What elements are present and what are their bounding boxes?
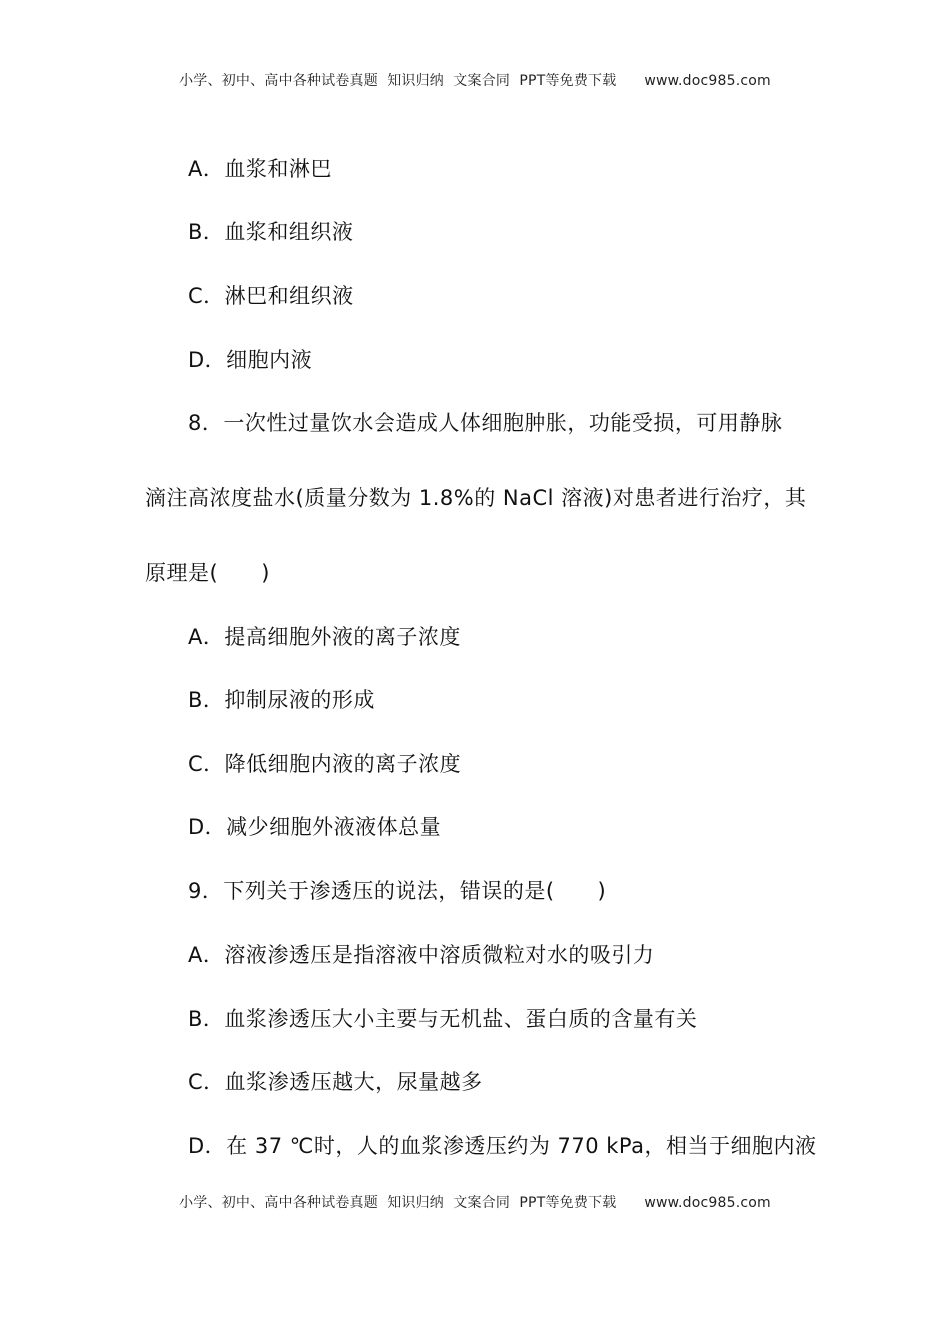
q8-option-d: D．减少细胞外液液体总量 [188, 815, 442, 839]
q9-option-c: C．血浆渗透压越大，尿量越多 [188, 1070, 483, 1094]
q8-stem-line-1: 8．一次性过量饮水会造成人体细胞肿胀，功能受损，可用静脉 [188, 411, 783, 435]
q7-option-b: B．血浆和组织液 [188, 220, 354, 244]
q9-option-a: A．溶液渗透压是指溶液中溶质微粒对水的吸引力 [188, 943, 655, 967]
q8-option-c: C．降低细胞内液的离子浓度 [188, 752, 462, 776]
q8-stem-line-2: 滴注高浓度盐水(质量分数为 1.8%的 NaCl 溶液)对患者进行治疗，其 [145, 486, 807, 510]
q8-stem-line-3: 原理是( ) [145, 561, 270, 585]
q8-option-b: B．抑制尿液的形成 [188, 688, 375, 712]
q7-option-c: C．淋巴和组织液 [188, 284, 354, 308]
q7-option-d: D．细胞内液 [188, 348, 313, 372]
q9-option-b: B．血浆渗透压大小主要与无机盐、蛋白质的含量有关 [188, 1007, 698, 1031]
q9-option-d: D．在 37 ℃时，人的血浆渗透压约为 770 kPa，相当于细胞内液 [188, 1134, 817, 1158]
page-header: 小学、初中、高中各种试卷真题 知识归纳 文案合同 PPT等免费下载 www.doc985.com [179, 73, 771, 89]
q8-option-a: A．提高细胞外液的离子浓度 [188, 625, 461, 649]
page-footer: 小学、初中、高中各种试卷真题 知识归纳 文案合同 PPT等免费下载 www.doc985.com [179, 1195, 771, 1211]
q7-option-a: A．血浆和淋巴 [188, 157, 332, 181]
q9-stem: 9．下列关于渗透压的说法，错误的是( ) [188, 879, 607, 903]
